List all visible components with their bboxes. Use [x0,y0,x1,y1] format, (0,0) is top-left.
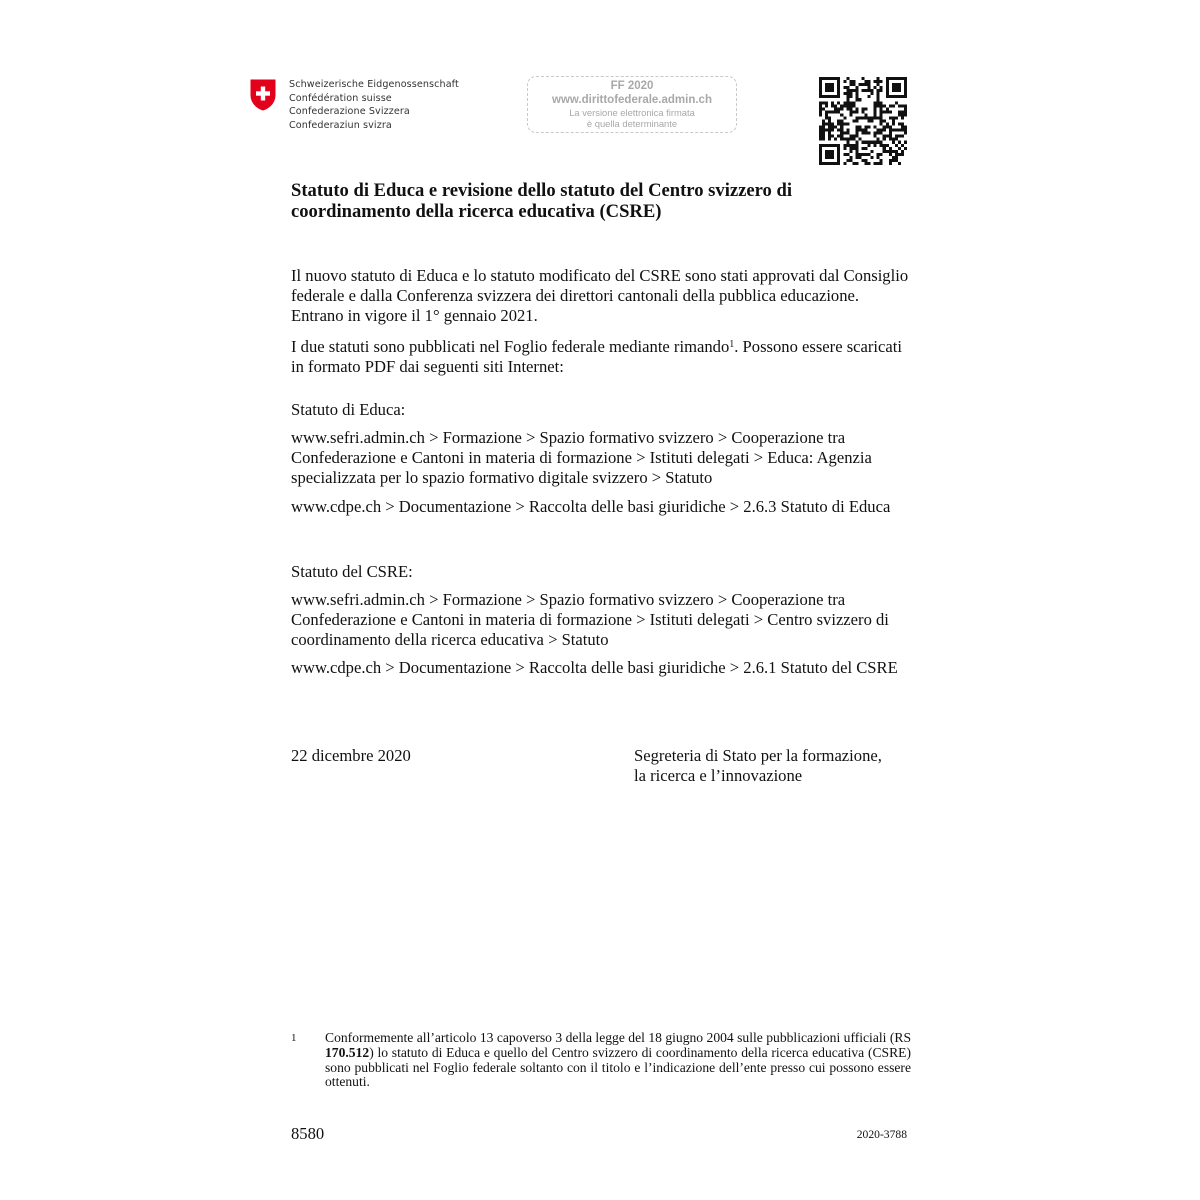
conf-name-rm: Confederaziun svizra [289,119,392,131]
csre-sefri-path: www.sefri.admin.ch > Formazione > Spazio formativo svizzero > Cooperazione tra Confederazione e Cantoni in materia di formazione > Istituti delegati > Centro svizzero di coordinamento della ricerca educativa > Statuto [291,590,889,650]
swiss-shield-icon [250,79,276,111]
document-date: 22 dicembre 2020 [291,746,411,765]
footnote-mark: 1 [291,1032,297,1044]
educa-heading: Statuto di Educa: [291,400,406,419]
footnote-reference: 1 [729,339,735,350]
signature-block [634,746,882,786]
footnote-text-start: Conformemente all’articolo 13 capoverso 3 della legge del 18 giugno 2004 sulle pubblicazioni ufficiali (RS [325,1030,911,1045]
document-title: Statuto di Educa e revisione dello statuto del Centro svizzero di coordinamento della ricerca educativa (CSRE) [291,180,792,222]
confederation-logo [250,78,459,132]
qr-code-icon [819,77,907,165]
document-number: 2020-3788 [856,1128,907,1141]
footnote-text-end: ) lo statuto di Educa e quello del Centro svizzero di coordinamento della ricerca educativa (CSRE) sono pubblicati nel Foglio federale soltanto con il titolo e l’indicazione dell’ente presso cui possono essere ottenuti. [325,1044,911,1090]
publication-paragraph [291,337,911,377]
signature-line-1: Segreteria di Stato per la formazione, [634,746,882,765]
publication-text-end: . Possono essere scaricati in formato PDF dai seguenti siti Internet: [291,337,902,377]
page-number: 8580 [291,1124,325,1143]
footnote-text [325,1031,911,1090]
educa-sefri-path: www.sefri.admin.ch > Formazione > Spazio formativo svizzero > Cooperazione tra Confederazione e Cantoni in materia di formazione > Istituti delegati > Educa: Agenzia specializzata per lo spazio formativo digitale svizzero > Statuto [291,428,872,488]
conf-name-fr: Confédération suisse [289,92,392,104]
footnote [291,1031,911,1090]
conf-name-it: Confederazione Svizzera [289,106,410,118]
conf-name-de: Schweizerische Eidgenossenschaft [289,79,459,90]
confederation-names [289,78,459,132]
intro-paragraph: Il nuovo statuto di Educa e lo statuto modificato del CSRE sono stati approvati dal Consiglio federale e dalla Conferenza svizzera dei direttori cantonali della pubblica educazione. Entrano in vigore il 1° gennaio 2021. [291,266,909,326]
stamp-ff-year: FF 2020 [610,80,654,92]
csre-cdpe-path: www.cdpe.ch > Documentazione > Raccolta delle basi giuridiche > 2.6.1 Statuto del CSRE [291,658,898,677]
stamp-note-2: è quella determinante [586,118,678,129]
publication-text-start: I due statuti sono pubblicati nel Foglio federale mediante rimando [291,337,730,356]
stamp-url: www.dirittofederale.admin.ch [552,94,712,106]
educa-cdpe-path: www.cdpe.ch > Documentazione > Raccolta delle basi giuridiche > 2.6.3 Statuto di Educa [291,497,891,516]
signature-line-2: la ricerca e l’innovazione [634,766,803,786]
ff-stamp [527,76,737,133]
stamp-note-1: La versione elettronica firmata [569,107,695,118]
csre-heading: Statuto del CSRE: [291,562,413,581]
footnote-rs-number: 170.512 [325,1044,370,1060]
